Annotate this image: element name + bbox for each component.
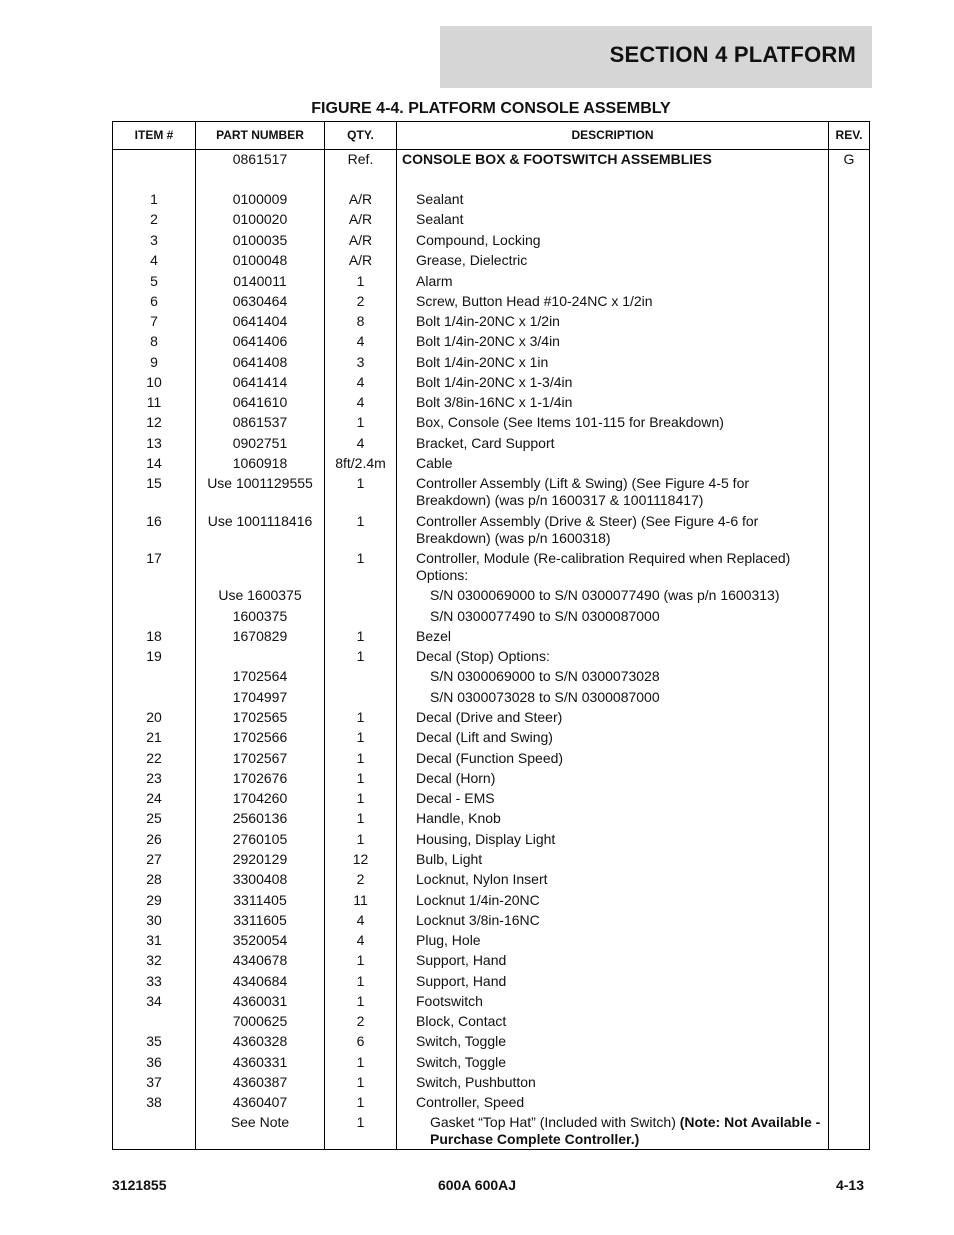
quantity: 1 xyxy=(356,729,365,745)
quantity: 2 xyxy=(356,293,365,309)
column-divider xyxy=(828,122,829,1149)
quantity: 4 xyxy=(356,932,365,948)
quantity: 1 xyxy=(356,973,365,989)
description xyxy=(398,455,828,472)
description xyxy=(398,587,828,604)
item-number: 35 xyxy=(146,1033,162,1049)
footer-model: 600A 600AJ xyxy=(437,1177,517,1193)
item-number: 34 xyxy=(146,993,162,1009)
description-text: Box, Console (See Items 101-115 for Breakdown) xyxy=(416,414,724,430)
description xyxy=(398,1074,828,1091)
item-number: 36 xyxy=(146,1054,162,1070)
description xyxy=(398,435,828,452)
quantity: 1 xyxy=(356,993,365,1009)
item-number: 7 xyxy=(150,313,158,329)
description xyxy=(398,790,828,807)
description-text: Bolt 1/4in-20NC x 1-3/4in xyxy=(416,374,573,390)
description xyxy=(398,414,828,431)
description xyxy=(398,1054,828,1071)
part-number: 1704260 xyxy=(232,790,288,806)
part-number: 3311405 xyxy=(233,892,287,908)
item-number: 13 xyxy=(146,435,162,451)
description-text: Locknut 1/4in-20NC xyxy=(416,892,540,908)
part-number: 0100020 xyxy=(232,211,288,227)
part-number: 4360331 xyxy=(232,1054,288,1070)
item-number: 14 xyxy=(146,455,162,471)
item-number: 23 xyxy=(146,770,162,786)
footer-page-number: 4-13 xyxy=(835,1177,864,1193)
description xyxy=(398,668,828,685)
section-banner xyxy=(440,26,872,88)
description xyxy=(398,475,828,509)
quantity: 1 xyxy=(356,952,365,968)
quantity: 4 xyxy=(356,374,365,390)
description-text: Switch, Pushbutton xyxy=(416,1074,536,1090)
description-text: Screw, Button Head #10-24NC x 1/2in xyxy=(416,293,653,309)
part-number: 0861537 xyxy=(232,414,288,430)
description-text: Switch, Toggle xyxy=(416,1054,507,1070)
item-number: 33 xyxy=(146,973,162,989)
description xyxy=(398,709,828,726)
description-text: S/N 0300069000 to S/N 0300077490 (was p/n 1600313) xyxy=(430,587,780,603)
part-number: 1600375 xyxy=(232,608,288,624)
quantity: Ref. xyxy=(347,151,374,167)
quantity: 11 xyxy=(353,892,368,908)
description-text: Sealant xyxy=(416,211,464,227)
item-number: 26 xyxy=(146,831,162,847)
description-text: Handle, Knob xyxy=(416,810,501,826)
quantity: 4 xyxy=(356,435,365,451)
col-header-item: ITEM # xyxy=(113,122,195,150)
quantity: 1 xyxy=(356,790,365,806)
item-number: 24 xyxy=(146,790,162,806)
quantity: 1 xyxy=(356,475,365,491)
figure-title: FIGURE 4-4. PLATFORM CONSOLE ASSEMBLY xyxy=(311,100,671,117)
quantity: A/R xyxy=(348,211,373,227)
description xyxy=(398,354,828,371)
description xyxy=(398,831,828,848)
item-number: 6 xyxy=(150,293,158,309)
part-number: 1704997 xyxy=(232,689,288,705)
description xyxy=(398,151,828,168)
description xyxy=(398,1114,828,1148)
part-number: 0861517 xyxy=(232,151,288,167)
item-number: 20 xyxy=(146,709,162,725)
item-number: 32 xyxy=(146,952,162,968)
description-text: Switch, Toggle xyxy=(416,1033,507,1049)
description-text: S/N 0300069000 to S/N 0300073028 xyxy=(430,668,660,684)
description-text: Locknut 3/8in-16NC xyxy=(416,912,540,928)
quantity: 1 xyxy=(356,1074,365,1090)
description xyxy=(398,191,828,208)
quantity: 6 xyxy=(356,1033,365,1049)
description xyxy=(398,628,828,645)
item-number: 31 xyxy=(146,932,162,948)
description xyxy=(398,750,828,767)
description xyxy=(398,871,828,888)
description-text: Support, Hand xyxy=(416,952,507,968)
col-header-description: DESCRIPTION xyxy=(397,122,828,150)
description xyxy=(398,333,828,350)
column-divider xyxy=(396,122,397,1149)
item-number: 22 xyxy=(146,750,162,766)
footer-doc-number: 3121855 xyxy=(112,1177,167,1193)
quantity: 1 xyxy=(356,831,365,847)
part-number: 1670829 xyxy=(232,628,288,644)
description-text: Decal (Function Speed) xyxy=(416,750,564,766)
quantity: 1 xyxy=(356,513,365,529)
part-number: Use 1001129555 xyxy=(207,475,313,491)
quantity: A/R xyxy=(348,191,373,207)
part-number: 1702564 xyxy=(232,668,288,684)
description-text: Gasket “Top Hat” (Included with Switch) xyxy=(430,1114,680,1130)
part-number: 4360407 xyxy=(232,1094,288,1110)
part-number: 0641404 xyxy=(232,313,288,329)
description xyxy=(398,810,828,827)
part-number: 2560136 xyxy=(232,810,288,826)
part-number: 1060918 xyxy=(232,455,288,471)
quantity: 1 xyxy=(356,648,365,664)
item-number: 25 xyxy=(146,810,162,826)
item-number: 9 xyxy=(150,354,158,370)
description-text: Controller Assembly (Lift & Swing) (See Figure 4-5 for xyxy=(416,475,750,491)
quantity: 8 xyxy=(356,313,365,329)
description-continued: Breakdown) (was p/n 1600317 & 1001118417) xyxy=(416,492,704,508)
description-text: Controller, Module (Re-calibration Required when Replaced) xyxy=(416,550,791,566)
description xyxy=(398,729,828,746)
description xyxy=(398,851,828,868)
quantity: 1 xyxy=(356,273,365,289)
item-number: 8 xyxy=(150,333,158,349)
description xyxy=(398,513,828,547)
item-number: 11 xyxy=(146,394,162,410)
part-number: 4340684 xyxy=(232,973,288,989)
description-text: Controller, Speed xyxy=(416,1094,525,1110)
part-number: 0100009 xyxy=(232,191,288,207)
item-number: 5 xyxy=(150,273,158,289)
description-text: Plug, Hole xyxy=(416,932,481,948)
description xyxy=(398,993,828,1010)
parts-table xyxy=(112,121,870,1150)
part-number: 7000625 xyxy=(232,1013,288,1029)
quantity: 3 xyxy=(356,354,365,370)
description-text: Bolt 1/4in-20NC x 1/2in xyxy=(416,313,560,329)
description xyxy=(398,374,828,391)
item-number: 12 xyxy=(146,414,162,430)
part-number: 0641610 xyxy=(232,394,288,410)
description-text: Bolt 3/8in-16NC x 1-1/4in xyxy=(416,394,573,410)
part-number: 4360387 xyxy=(232,1074,288,1090)
quantity: 4 xyxy=(356,912,365,928)
item-number: 16 xyxy=(146,513,162,529)
quantity: 1 xyxy=(356,1054,365,1070)
description xyxy=(398,550,828,584)
description xyxy=(398,912,828,929)
section-title: SECTION 4 PLATFORM xyxy=(609,42,856,67)
item-number: 18 xyxy=(146,628,162,644)
part-number: 0902751 xyxy=(232,435,288,451)
description-text: Controller Assembly (Drive & Steer) (See Figure 4-6 for xyxy=(416,513,759,529)
item-number: 19 xyxy=(146,648,162,664)
description-text: Grease, Dielectric xyxy=(416,252,528,268)
description xyxy=(398,952,828,969)
part-number: 1702567 xyxy=(232,750,288,766)
part-number: 0641406 xyxy=(232,333,288,349)
description xyxy=(398,689,828,706)
revision: G xyxy=(843,151,855,167)
quantity: 1 xyxy=(356,414,365,430)
description xyxy=(398,770,828,787)
description xyxy=(398,932,828,949)
part-number: 3300408 xyxy=(232,871,288,887)
description-text: Decal - EMS xyxy=(416,790,495,806)
quantity: 2 xyxy=(356,871,365,887)
description xyxy=(398,1033,828,1050)
part-number: 4360031 xyxy=(232,993,288,1009)
description xyxy=(398,648,828,665)
quantity: 12 xyxy=(352,851,369,867)
item-number: 10 xyxy=(146,374,162,390)
col-header-qty: QTY. xyxy=(325,122,396,150)
description-text: Decal (Stop) Options: xyxy=(416,648,550,664)
part-number: 0100048 xyxy=(232,252,288,268)
quantity: 1 xyxy=(356,628,365,644)
col-header-part-number: PART NUMBER xyxy=(196,122,324,150)
description-continued: Breakdown) (was p/n 1600318) xyxy=(416,530,611,546)
item-number: 3 xyxy=(150,232,158,248)
part-number: 1702676 xyxy=(232,770,288,786)
description-text: Bolt 1/4in-20NC x 3/4in xyxy=(416,333,560,349)
description xyxy=(398,892,828,909)
item-number: 17 xyxy=(146,550,162,566)
item-number: 2 xyxy=(150,211,158,227)
item-number: 38 xyxy=(146,1094,162,1110)
part-number: 4340678 xyxy=(232,952,288,968)
item-number: 27 xyxy=(146,851,162,867)
part-number: See Note xyxy=(230,1114,290,1130)
item-number: 29 xyxy=(146,892,162,908)
part-number: 2760105 xyxy=(232,831,288,847)
description-text: Bracket, Card Support xyxy=(416,435,555,451)
description-text: Sealant xyxy=(416,191,464,207)
item-number: 28 xyxy=(146,871,162,887)
quantity: A/R xyxy=(348,232,373,248)
part-number: 2920129 xyxy=(232,851,288,867)
part-number: Use 1600375 xyxy=(218,587,302,603)
description-text: Bezel xyxy=(416,628,452,644)
description-text: Block, Contact xyxy=(416,1013,507,1029)
description-continued: Options: xyxy=(416,567,469,583)
description-text: S/N 0300073028 to S/N 0300087000 xyxy=(430,689,660,705)
description-text: Decal (Horn) xyxy=(416,770,496,786)
quantity: 2 xyxy=(356,1013,365,1029)
description xyxy=(398,394,828,411)
quantity: 1 xyxy=(356,770,365,786)
description-text: Decal (Drive and Steer) xyxy=(416,709,563,725)
description xyxy=(398,211,828,228)
quantity: A/R xyxy=(348,252,373,268)
description xyxy=(398,232,828,249)
col-header-rev: REV. xyxy=(829,122,869,150)
quantity: 1 xyxy=(356,550,365,566)
description-text: Locknut, Nylon Insert xyxy=(416,871,548,887)
description xyxy=(398,252,828,269)
description xyxy=(398,273,828,290)
description xyxy=(398,1013,828,1030)
part-number: 0630464 xyxy=(232,293,288,309)
part-number: 0641408 xyxy=(232,354,288,370)
quantity: 1 xyxy=(356,810,365,826)
description-text: Decal (Lift and Swing) xyxy=(416,729,553,745)
description-continued: Purchase Complete Controller.) xyxy=(430,1131,640,1147)
description-text: Compound, Locking xyxy=(416,232,541,248)
description-text: Footswitch xyxy=(416,993,483,1009)
description xyxy=(398,608,828,625)
quantity: 4 xyxy=(356,333,365,349)
description xyxy=(398,313,828,330)
part-number: 1702565 xyxy=(232,709,288,725)
part-number: Use 1001118416 xyxy=(207,513,313,529)
description-note: (Note: Not Available - xyxy=(679,1114,821,1130)
description-text: Support, Hand xyxy=(416,973,507,989)
description xyxy=(398,1094,828,1111)
item-number: 4 xyxy=(150,252,158,268)
quantity: 4 xyxy=(356,394,365,410)
item-number: 1 xyxy=(150,191,158,207)
description-text: Bolt 1/4in-20NC x 1in xyxy=(416,354,549,370)
item-number: 21 xyxy=(146,729,162,745)
description-text: CONSOLE BOX & FOOTSWITCH ASSEMBLIES xyxy=(402,151,712,167)
description-text: Bulb, Light xyxy=(416,851,483,867)
part-number: 0100035 xyxy=(232,232,288,248)
item-number: 37 xyxy=(146,1074,162,1090)
quantity: 1 xyxy=(356,1114,365,1130)
part-number: 4360328 xyxy=(232,1033,288,1049)
part-number: 0641414 xyxy=(232,374,288,390)
part-number: 3520054 xyxy=(232,932,288,948)
description-text: S/N 0300077490 to S/N 0300087000 xyxy=(430,608,660,624)
part-number: 3311605 xyxy=(233,912,287,928)
quantity: 8ft/2.4m xyxy=(335,455,386,471)
description-text: Cable xyxy=(416,455,453,471)
quantity: 1 xyxy=(356,1094,365,1110)
part-number: 0140011 xyxy=(233,273,287,289)
item-number: 30 xyxy=(146,912,162,928)
description-text: Housing, Display Light xyxy=(416,831,556,847)
part-number: 1702566 xyxy=(232,729,288,745)
description xyxy=(398,973,828,990)
quantity: 1 xyxy=(356,750,365,766)
description xyxy=(398,293,828,310)
quantity: 1 xyxy=(356,709,365,725)
item-number: 15 xyxy=(146,475,162,491)
description-text: Alarm xyxy=(416,273,453,289)
